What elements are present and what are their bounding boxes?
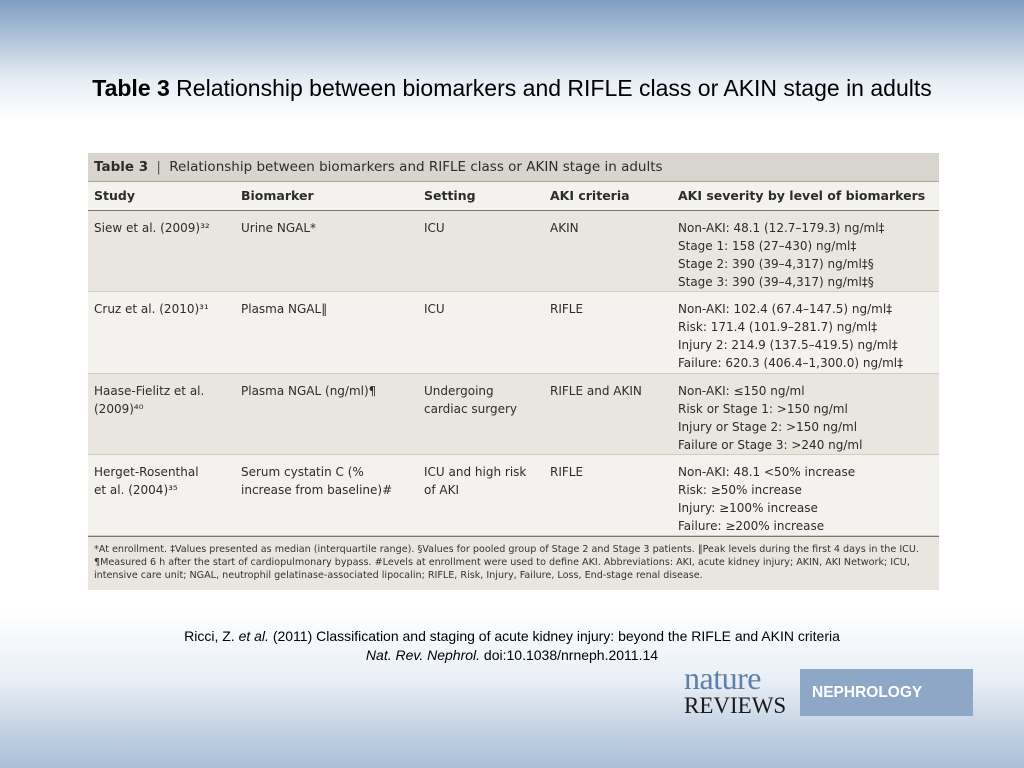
citation — [60, 627, 964, 665]
cell-study: Herget-Rosenthal et al. (2004)³⁵ — [94, 465, 199, 497]
nature-reviews-logo — [684, 660, 974, 718]
slide-title — [80, 74, 944, 103]
header-setting: Setting — [424, 188, 476, 203]
cell-setting: ICU — [424, 221, 445, 235]
cell-biomarker: Plasma NGAL (ng/ml)¶ — [241, 384, 377, 398]
cell-study: Haase-Fielitz et al. (2009)⁴⁰ — [94, 384, 205, 416]
cell-criteria: RIFLE — [550, 465, 584, 479]
citation-doi: doi:10.1038/nrneph.2011.14 — [480, 647, 659, 663]
cell-biomarker: Urine NGAL* — [241, 221, 317, 235]
cell-severity: Non-AKI: 48.1 (12.7–179.3) ng/ml‡ Stage 1: 158 (27–430) ng/ml‡ Stage 2: 390 (39–4,317) ng/ml‡§ Stage 3: 390 (39–4,317) ng/ml‡§ — [678, 221, 885, 289]
slide-title-text: Relationship between biomarkers and RIFLE class or AKIN stage in adults — [169, 75, 932, 101]
cell-severity: Non-AKI: 48.1 <50% increase Risk: ≥50% increase Injury: ≥100% increase Failure: ≥200% increase — [678, 465, 856, 533]
cell-setting: ICU and high risk of AKI — [424, 465, 527, 497]
header-biomarker: Biomarker — [241, 188, 314, 203]
header-aki-criteria: AKI criteria — [550, 188, 630, 203]
cell-study: Cruz et al. (2010)³¹ — [94, 302, 209, 316]
cell-severity: Non-AKI: ≤150 ng/ml Risk or Stage 1: >150 ng/ml Injury or Stage 2: >150 ng/ml Failure or Stage 3: >240 ng/ml — [678, 384, 863, 452]
table-header-row — [88, 182, 939, 211]
table-row — [88, 211, 939, 292]
cell-criteria: RIFLE — [550, 302, 584, 316]
table-figure — [88, 153, 939, 585]
table-row — [88, 292, 939, 374]
cell-criteria: RIFLE and AKIN — [550, 384, 642, 398]
citation-title: (2011) Classification and staging of acute kidney injury: beyond the RIFLE and AKIN criteria — [268, 628, 840, 644]
citation-etal: et al. — [238, 628, 269, 644]
citation-journal: Nat. Rev. Nephrol. — [365, 647, 481, 663]
table-footnote: *At enrollment. ‡Values presented as median (interquartile range). §Values for pooled group of Stage 2 and Stage 3 patients. ‖Peak levels during the first 4 days in the ICU. ¶Measured 6 h after the start of cardiopulmonary bypass. #Levels at enrollment were used to define AKI. Abbreviations: AKI, acute kidney injury; AKIN, AKI Network; ICU, intensive care unit; NGAL, neutrophil gelatinase-associated lipocalin; RIFLE, Risk, Injury, Failure, Loss, End-stage renal disease. — [88, 536, 939, 590]
table-row — [88, 374, 939, 455]
cell-biomarker: Serum cystatin C (% increase from baseline)# — [241, 465, 393, 497]
cell-biomarker: Plasma NGAL‖ — [241, 302, 328, 316]
logo-nature-text: nature — [684, 660, 761, 696]
cell-setting: ICU — [424, 302, 445, 316]
table-caption — [88, 153, 939, 182]
table-caption-separator: | — [156, 159, 161, 175]
logo-section-badge: NEPHROLOGY — [800, 669, 973, 716]
cell-setting: Undergoing cardiac surgery — [424, 384, 518, 416]
table-caption-text: Relationship between biomarkers and RIFLE class or AKIN stage in adults — [169, 159, 663, 175]
citation-authors: Ricci, Z. — [184, 628, 239, 644]
table-caption-label: Table 3 — [94, 159, 149, 175]
logo-reviews-text: REVIEWS — [684, 693, 787, 718]
cell-severity: Non-AKI: 102.4 (67.4–147.5) ng/ml‡ Risk: 171.4 (101.9–281.7) ng/ml‡ Injury 2: 214.9 (137.5–419.5) ng/ml‡ Failure: 620.3 (406.4–1,300.0) ng/ml‡ — [678, 302, 904, 370]
header-study: Study — [94, 188, 135, 203]
header-aki-severity: AKI severity by level of biomarkers — [678, 188, 926, 203]
cell-study: Siew et al. (2009)³² — [94, 221, 210, 235]
table-row — [88, 455, 939, 536]
cell-criteria: AKIN — [550, 221, 579, 235]
slide-title-bold: Table 3 — [92, 75, 170, 101]
